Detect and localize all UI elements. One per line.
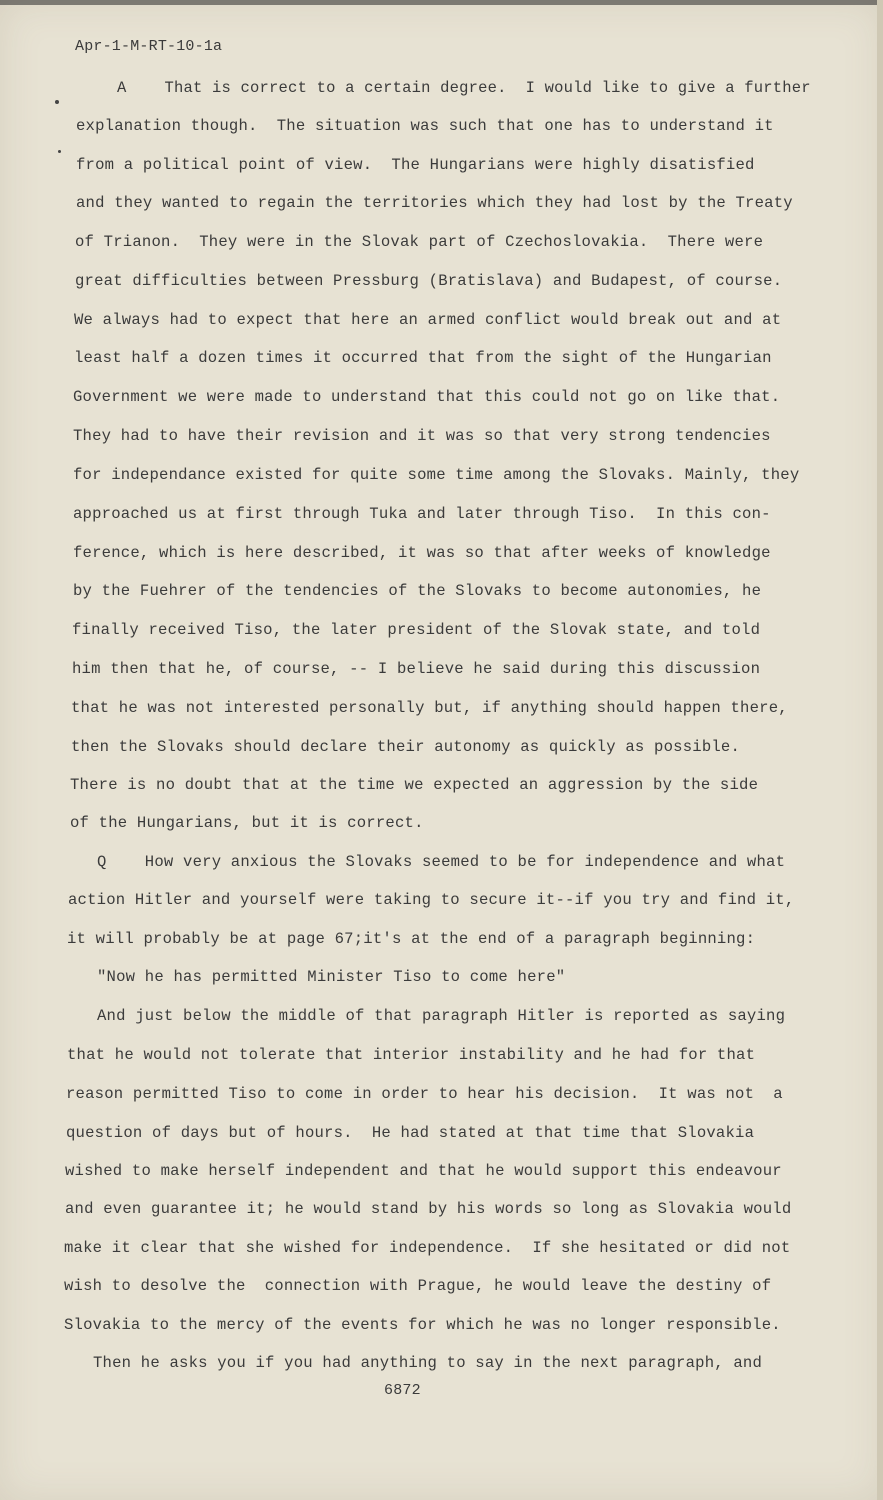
text-line: action Hitler and yourself were taking to secure it--if you try and find it, bbox=[68, 891, 795, 909]
text-line: Slovakia to the mercy of the events for which he was no longer responsible. bbox=[64, 1316, 781, 1334]
text-line: Government we were made to understand that this could not go on like that. bbox=[73, 388, 781, 406]
text-line: approached us at first through Tuka and later through Tiso. In this con- bbox=[73, 505, 771, 523]
margin-dot bbox=[58, 150, 61, 153]
text-line: make it clear that she wished for independence. If she hesitated or did not bbox=[64, 1239, 791, 1257]
text-line: finally received Tiso, the later president of the Slovak state, and told bbox=[72, 621, 761, 639]
text-line: of the Hungarians, but it is correct. bbox=[70, 814, 424, 832]
text-line: explanation though. The situation was such that one has to understand it bbox=[76, 117, 774, 135]
text-line: great difficulties between Pressburg (Bratislava) and Budapest, of course. bbox=[75, 272, 783, 290]
text-line: that he was not interested personally but, if anything should happen there, bbox=[71, 699, 788, 717]
text-line: Q How very anxious the Slovaks seemed to be for independence and what bbox=[97, 853, 786, 871]
text-line: reason permitted Tiso to come in order to hear his decision. It was not a bbox=[66, 1085, 783, 1103]
text-line: wished to make herself independent and that he would support this endeavour bbox=[65, 1162, 782, 1180]
text-line: him then that he, of course, -- I believe he said during this discussion bbox=[72, 660, 761, 678]
scan-top-edge bbox=[0, 0, 883, 5]
text-line: by the Fuehrer of the tendencies of the Slovaks to become autonomies, he bbox=[73, 582, 762, 600]
text-line: of Trianon. They were in the Slovak part of Czechoslovakia. There were bbox=[75, 233, 764, 251]
text-line: "Now he has permitted Minister Tiso to come here" bbox=[97, 968, 566, 986]
scan-right-edge bbox=[877, 0, 883, 1500]
text-line: question of days but of hours. He had stated at that time that Slovakia bbox=[66, 1124, 755, 1142]
margin-dot bbox=[55, 100, 59, 104]
text-line: least half a dozen times it occurred that from the sight of the Hungarian bbox=[74, 349, 772, 367]
text-line: They had to have their revision and it was so that very strong tendencies bbox=[73, 427, 771, 445]
text-line: ference, which is here described, it was so that after weeks of knowledge bbox=[73, 544, 771, 562]
page-number: 6872 bbox=[384, 1382, 421, 1399]
text-line: then the Slovaks should declare their autonomy as quickly as possible. bbox=[71, 738, 741, 756]
text-line: for independance existed for quite some time among the Slovaks. Mainly, they bbox=[73, 466, 800, 484]
text-line: We always had to expect that here an armed conflict would break out and at bbox=[74, 311, 782, 329]
text-line: from a political point of view. The Hungarians were highly disatisfied bbox=[76, 156, 755, 174]
header-reference: Apr-1-M-RT-10-1a bbox=[75, 38, 223, 55]
text-line: And just below the middle of that paragraph Hitler is reported as saying bbox=[97, 1007, 786, 1025]
text-line: it will probably be at page 67;it's at the end of a paragraph beginning: bbox=[67, 930, 756, 948]
text-line: A That is correct to a certain degree. I would like to give a further bbox=[117, 79, 811, 97]
text-line: Then he asks you if you had anything to say in the next paragraph, and bbox=[93, 1354, 763, 1372]
text-line: and even guarantee it; he would stand by his words so long as Slovakia would bbox=[65, 1200, 792, 1218]
text-line: that he would not tolerate that interior instability and he had for that bbox=[67, 1046, 756, 1064]
text-line: wish to desolve the connection with Prague, he would leave the destiny of bbox=[64, 1277, 772, 1295]
text-line: and they wanted to regain the territories which they had lost by the Treaty bbox=[76, 194, 793, 212]
text-line: There is no doubt that at the time we expected an aggression by the side bbox=[70, 776, 759, 794]
